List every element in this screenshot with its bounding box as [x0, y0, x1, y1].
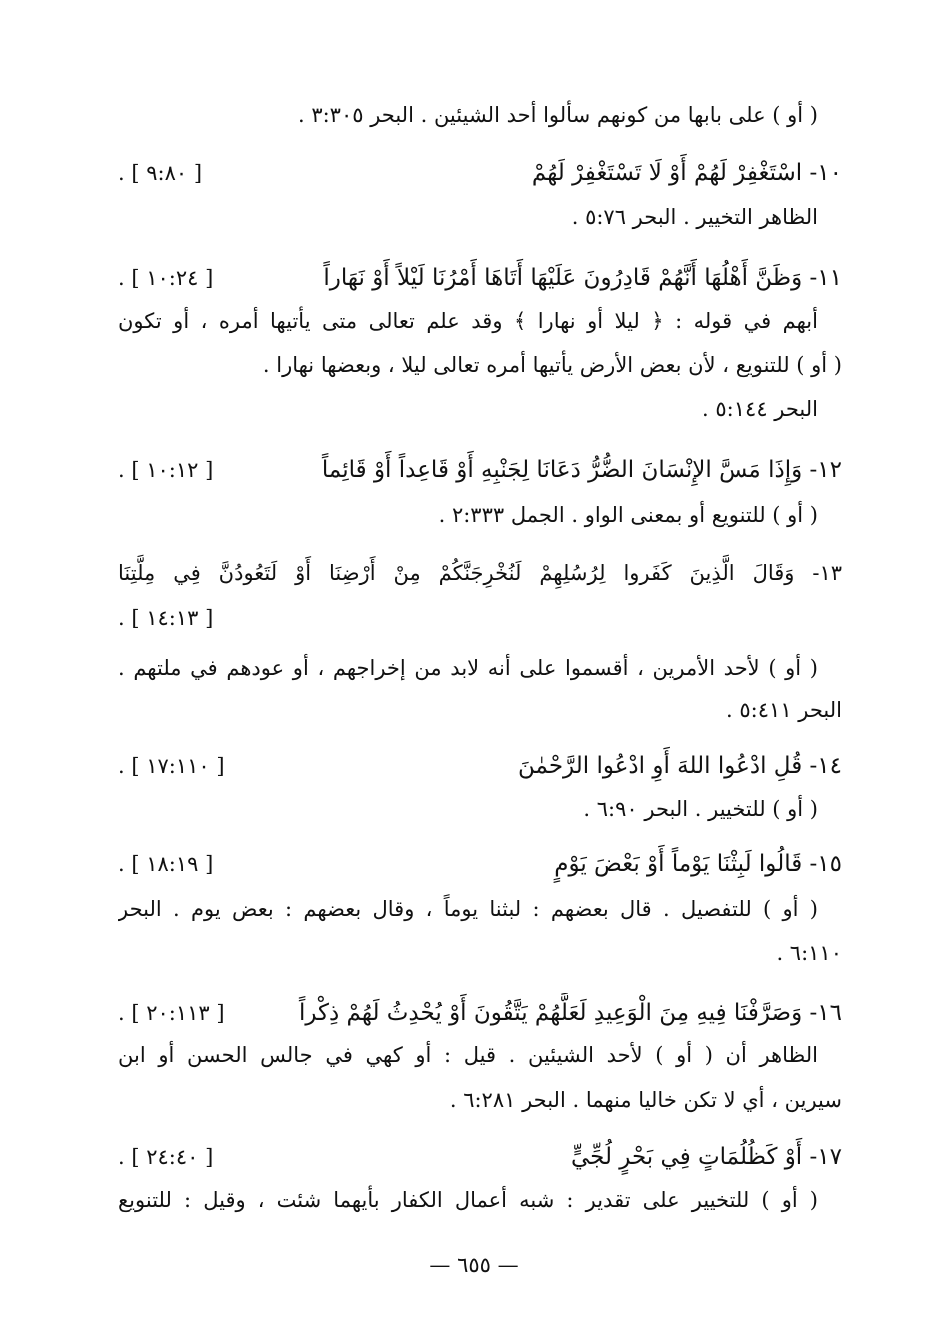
line-13: البحر ٥:٤١١ . [726, 698, 842, 722]
verse-10: ١٠- اسْتَغْفِرْ لَهُمْ أَوْ لَا تَسْتَغْفِرْ لَهُمْ [531, 160, 842, 186]
line-9: ( أو ) للتنويع أو بمعنى الواو . الجمل ٢:٣٣٣ . [438, 503, 818, 527]
verse-11-ref: [ ١٠:٢٤ ] . [118, 266, 214, 290]
line-15: ( أو ) للتخيير . البحر ٦:٩٠ . [583, 797, 818, 821]
line-23: ( أو ) للتخيير على تقدير : شبه أعمال الكفار بأيهما شئت ، وقيل : للتنويع [118, 1188, 818, 1212]
verse-17: ١٧- أَوْ كَظُلُمَاتٍ فِي بَحْرٍ لُجِّيٍّ [570, 1144, 842, 1170]
verse-14: ١٤- قُلِ ادْعُوا اللهَ أَوِ ادْعُوا الرَّحْمٰنَ [518, 753, 842, 779]
verse-12-line [118, 450, 842, 490]
verse-15: ١٥- قَالُوا لَبِثْنَا يَوْماً أَوْ بَعْضَ يَوْمٍ [554, 851, 842, 877]
verse-12: ١٢- وَإِذَا مَسَّ الإِنْسَانَ الضُّرُّ دَعَانَا لِجَنْبِهِ أَوْ قَاعِداً أَوْ قَائِماً [321, 457, 842, 483]
line-20: الظاهر أن ( أو ) لأحد الشيئين . قيل : أو كهي في جالس الحسن أو ابن [118, 1043, 818, 1067]
verse-14-line [118, 746, 842, 786]
line-5: أبهم في قوله : ﴿ ليلا أو نهارا ﴾ وقد علم تعالى متى يأتيها أمره ، أو تكون [118, 309, 818, 333]
verse-10-ref: [ ٩:٨٠ ] . [118, 161, 203, 185]
verse-11-line [118, 258, 842, 298]
line-17: ( أو ) للتفصيل . قال بعضهم : لبثنا يوماً ، وقال بعضهم : بعض يوم . البحر [118, 897, 818, 921]
verse-17-line [118, 1137, 842, 1177]
verse-16: ١٦- وَصَرَّفْنَا فِيهِ مِنَ الْوَعِيدِ لَعَلَّهُمْ يَتَّقُونَ أَوْ يُحْدِثُ لَهُمْ ذِكْراً [298, 1000, 842, 1026]
verse-13: ١٣- وَقَالَ الَّذِينَ كَفَروا لِرُسُلِهِمْ لَنُخْرِجَنَّكُمْ مِنْ أَرْضِنَا أَوْ لَتَعُودُنَّ فِي مِلَّتِنَا [118, 561, 842, 585]
verse-16-line [118, 993, 842, 1033]
line-12: ( أو ) لأحد الأمرين ، أقسموا على أنه لابد من إخراجهم ، أو عودهم في ملتهم . [118, 656, 818, 680]
verse-16-ref: [ ٢٠:١١٣ ] . [118, 1001, 225, 1025]
line-7: البحر ٥:١٤٤ . [702, 397, 818, 421]
line-18: ٦:١١٠ . [776, 941, 842, 965]
page-number: — ٦٥٥ — [429, 1253, 519, 1277]
line-3: الظاهر التخيير . البحر ٥:٧٦ . [571, 205, 818, 229]
verse-15-ref: [ ١٨:١٩ ] . [118, 852, 214, 876]
verse-14-ref: [ ١٧:١١٠ ] . [118, 754, 225, 778]
line-21: سيرين ، أي لا تكن خاليا منهما . البحر ٦:٢٨١ . [449, 1088, 842, 1112]
verse-10-line [118, 153, 842, 193]
line-1: ( أو ) على بابها من كونهم سألوا أحد الشيئين . البحر ٣:٣٠٥ . [297, 103, 818, 127]
verse-11: ١١- وَظَنَّ أَهْلُهَا أَنَّهُمْ قَادِرُونَ عَلَيْهَا أَتَاهَا أَمْرُنَا لَيْلاً أَوْ نَهَاراً [323, 265, 842, 291]
verse-12-ref: [ ١٠:١٢ ] . [118, 458, 214, 482]
line-6: ( أو ) للتنويع ، لأن بعض الأرض يأتيها أمره تعالى ليلا ، وبعضها نهارا . [262, 353, 842, 377]
verse-15-line [118, 844, 842, 884]
verse-13-ref: [ ١٤:١٣ ] . [118, 606, 214, 630]
verse-17-ref: [ ٢٤:٤٠ ] . [118, 1145, 214, 1169]
